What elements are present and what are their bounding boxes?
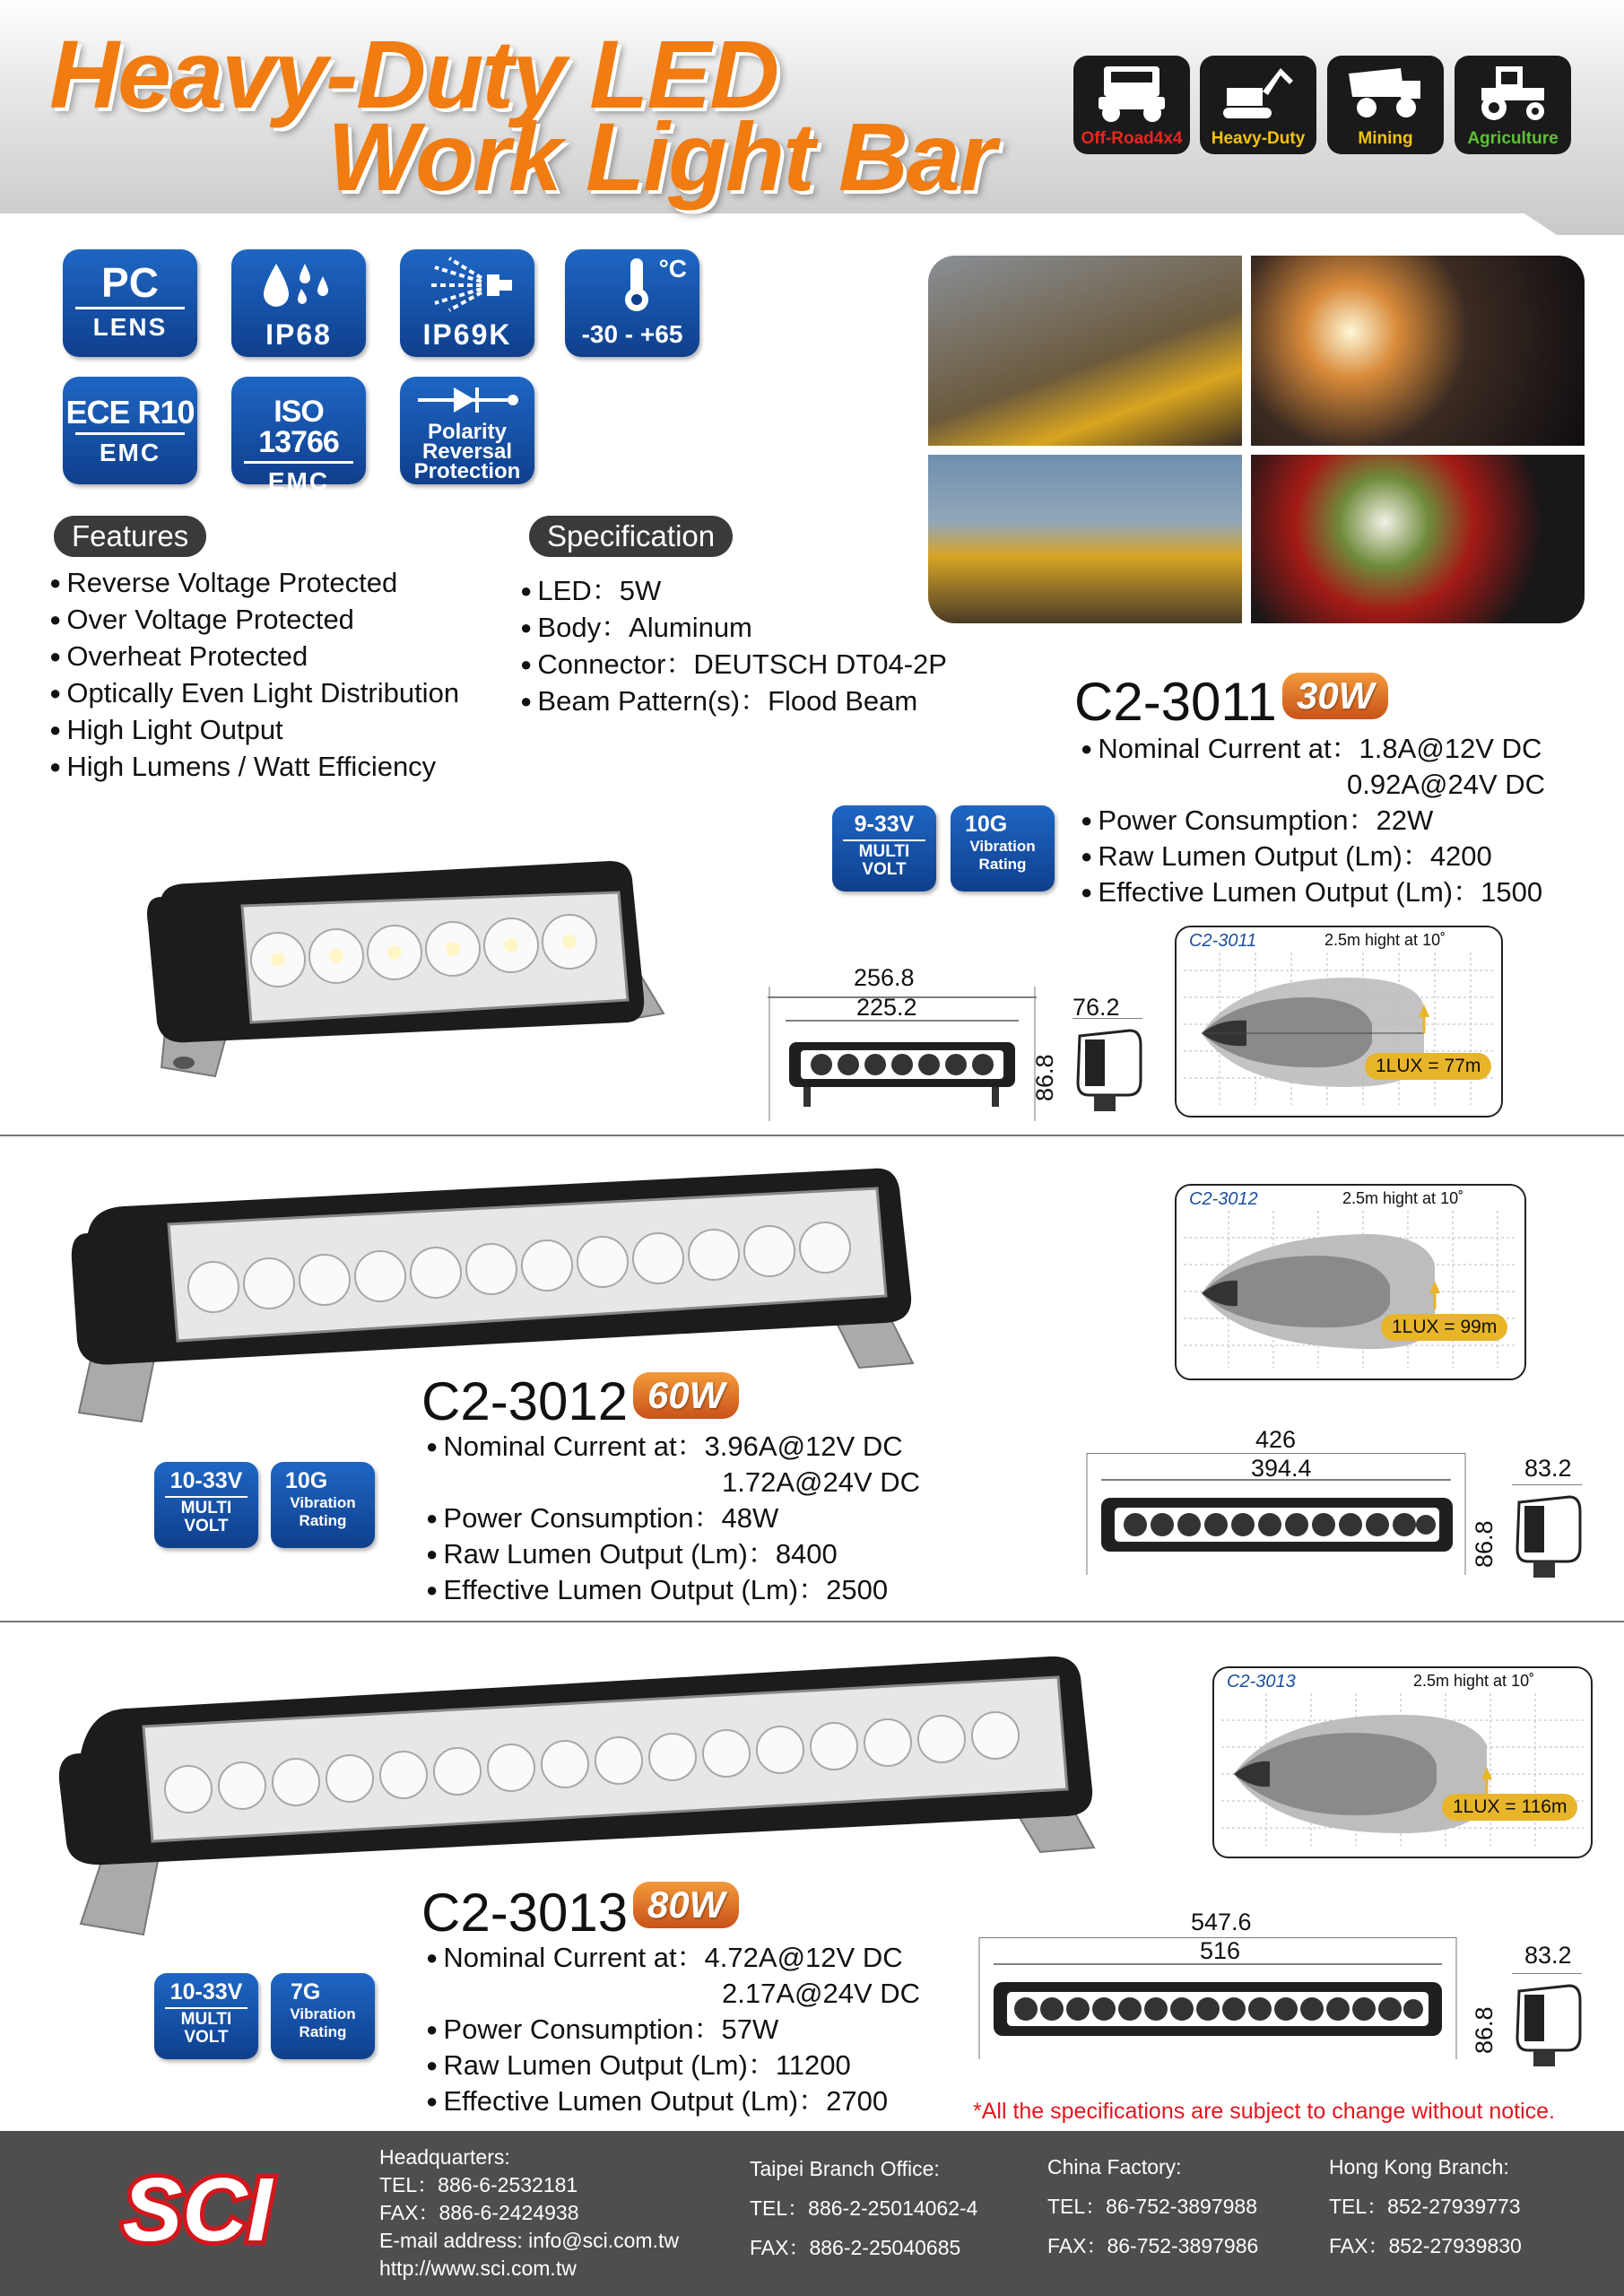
badge-vibration — [951, 805, 1055, 891]
volt-label-1: MULTI — [858, 842, 910, 861]
volt-label-2: VOLT — [184, 2028, 229, 2047]
vibration-label-1: Vibration — [969, 838, 1036, 855]
dump-truck-icon — [1345, 61, 1426, 126]
badge-ece-emc: EMC — [99, 439, 161, 466]
product-specs-c2-3013 — [426, 1940, 920, 2119]
vibration-label-2: Rating — [299, 1512, 347, 1529]
spec-current-24: 1.72A@24V DC — [722, 1466, 921, 1498]
product-model-c2-3011: C2-3011 — [1074, 672, 1277, 732]
spec-power: ● Power Consumption：48W — [426, 1500, 920, 1536]
spec-effective-lumen: ● Effective Lumen Output (Lm)：2500 — [426, 1572, 920, 1608]
excavator-icon — [1218, 61, 1298, 126]
badge-polarity-line1: Polarity — [427, 420, 508, 444]
photo-mining-truck — [928, 256, 1242, 446]
spec-current: ● Nominal Current at：4.72A@12V DC — [426, 1940, 920, 1976]
badge-ece-r10 — [63, 377, 197, 484]
beam-pattern-c2-3011 — [1175, 926, 1503, 1118]
photo-tractor-night — [1251, 455, 1585, 623]
water-jet-icon — [413, 255, 521, 314]
volt-label-2: VOLT — [184, 1517, 229, 1535]
badge-multi-volt — [154, 1462, 258, 1548]
beam-pattern-c2-3013 — [1212, 1666, 1593, 1858]
spec-item: ● LED：5W — [520, 572, 947, 609]
spec-current: ● Nominal Current at：3.96A@12V DC — [426, 1429, 920, 1465]
dim-height: 86.8 — [1031, 1054, 1058, 1101]
side-view-c2-3012 — [1507, 1484, 1587, 1583]
hongkong-fax: FAX：852-27939830 — [1329, 2234, 1522, 2257]
vibration-label-2: Rating — [299, 2023, 347, 2040]
volt-range: 9-33V — [854, 812, 915, 837]
app-label-offroad: Off-Road4x4 — [1081, 129, 1183, 148]
app-heavyduty — [1200, 56, 1316, 154]
water-drops-icon — [249, 255, 348, 314]
hongkong-title: Hong Kong Branch: — [1329, 2155, 1509, 2179]
badge-lens-text: LENS — [92, 313, 168, 341]
dim-mount-length: 225.2 — [856, 994, 917, 1021]
vibration-rating: 10G — [285, 1468, 328, 1493]
dim-depth: 76.2 — [1073, 994, 1120, 1021]
beam-model-label: C2-3011 — [1189, 931, 1257, 951]
sci-logo-text: SCI — [122, 2161, 273, 2260]
section-divider — [0, 1621, 1624, 1622]
product-specs-c2-3012 — [426, 1429, 920, 1608]
features-list — [49, 564, 459, 785]
page-title-line1: Heavy-Duty LED — [49, 20, 778, 128]
badge-temp-range: -30 - +65 — [581, 320, 683, 348]
badge-ip68 — [231, 249, 366, 357]
beam-model-label: C2-3012 — [1189, 1189, 1258, 1209]
section-divider — [0, 1135, 1624, 1136]
vibration-rating: 10G — [965, 812, 1008, 837]
app-offroad — [1073, 56, 1190, 154]
dim-overall-length: 256.8 — [854, 964, 915, 991]
badge-pc-lens — [63, 249, 197, 357]
badge-temp-unit: °C — [658, 255, 687, 283]
taipei-fax: FAX：886-2-25040685 — [750, 2236, 961, 2259]
dim-depth: 83.2 — [1524, 1455, 1572, 1482]
badge-polarity — [400, 377, 534, 484]
spec-effective-lumen: ● Effective Lumen Output (Lm)：2700 — [426, 2083, 920, 2119]
product-watt-badge: 80W — [633, 1882, 739, 1928]
footer-china — [1047, 2147, 1258, 2266]
side-view-c2-3013 — [1507, 1973, 1587, 2072]
dim-overall-length: 426 — [1255, 1426, 1297, 1453]
jeep-icon — [1091, 61, 1172, 126]
badge-vibration — [271, 1973, 375, 2059]
product-model-c2-3013: C2-3013 — [421, 1883, 629, 1943]
beam-height-note: 2.5m hight at 10˚ — [1342, 1189, 1464, 1207]
badge-ip68-text: IP68 — [265, 318, 332, 351]
spec-raw-lumen: ● Raw Lumen Output (Lm)：4200 — [1081, 839, 1545, 874]
beam-height-note: 2.5m hight at 10˚ — [1413, 1672, 1535, 1690]
footer-hongkong — [1329, 2147, 1522, 2266]
hq-website-link[interactable]: http://www.sci.com.tw — [379, 2257, 577, 2280]
feature-item: ● High Light Output — [49, 711, 459, 748]
side-view-c2-3011 — [1067, 1018, 1148, 1117]
china-tel: TEL：86-752-3897988 — [1047, 2195, 1257, 2218]
feature-item: ● Optically Even Light Distribution — [49, 674, 459, 711]
feature-item: ● Overheat Protected — [49, 638, 459, 674]
dim-height: 86.8 — [1471, 1520, 1498, 1568]
product-image-c2-3011 — [108, 843, 699, 1094]
badge-ip69k — [400, 249, 534, 357]
feature-item: ● Reverse Voltage Protected — [49, 564, 459, 601]
page-title-line2: Work Light Bar — [327, 102, 995, 211]
spec-raw-lumen: ● Raw Lumen Output (Lm)：8400 — [426, 1536, 920, 1572]
spec-power: ● Power Consumption：57W — [426, 2012, 920, 2048]
badge-pc-text: PC — [101, 259, 159, 306]
hq-title: Headquarters: — [379, 2145, 510, 2169]
china-fax: FAX：86-752-3897986 — [1047, 2234, 1259, 2257]
beam-lux-distance: 1LUX = 77m — [1365, 1053, 1491, 1080]
dim-depth: 83.2 — [1524, 1942, 1572, 1969]
footer-headquarters — [379, 2144, 679, 2283]
beam-pattern-c2-3012 — [1175, 1184, 1526, 1380]
vibration-rating: 7G — [291, 1979, 321, 2005]
footer-taipei — [750, 2149, 977, 2267]
spec-current-24: 2.17A@24V DC — [722, 1978, 921, 2009]
beam-grid — [1184, 952, 1494, 1109]
beam-grid — [1184, 1211, 1517, 1372]
taipei-title: Taipei Branch Office: — [750, 2157, 940, 2180]
spec-power: ● Power Consumption：22W — [1081, 803, 1545, 839]
photo-dump-truck — [928, 455, 1242, 623]
spec-current: ● Nominal Current at：1.8A@12V DC — [1081, 731, 1545, 767]
product-watt-badge: 60W — [633, 1372, 739, 1419]
badge-temperature — [565, 249, 699, 357]
features-heading: Features — [54, 516, 206, 557]
disclaimer-notice: *All the specifications are subject to change without notice. — [973, 2099, 1555, 2124]
photo-excavator-night — [1251, 256, 1585, 446]
app-label-agriculture: Agriculture — [1467, 129, 1559, 148]
app-mining — [1327, 56, 1444, 154]
footer — [0, 2131, 1624, 2296]
app-label-mining: Mining — [1358, 129, 1413, 148]
volt-label-1: MULTI — [180, 1499, 232, 1518]
product-specs-c2-3011 — [1081, 731, 1545, 910]
dim-mount-length: 516 — [1200, 1937, 1241, 1964]
taipei-tel: TEL：886-2-25014062-4 — [750, 2196, 978, 2220]
badge-iso-text: ISO 13766 — [258, 395, 339, 459]
badge-multi-volt — [832, 805, 936, 891]
badge-vibration — [271, 1462, 375, 1548]
volt-label-1: MULTI — [180, 2010, 232, 2029]
sci-logo-icon — [90, 2161, 305, 2260]
dim-height: 86.8 — [1471, 2006, 1498, 2054]
photo-collage — [928, 256, 1585, 623]
app-agriculture — [1455, 56, 1571, 154]
volt-range: 10-33V — [169, 1468, 243, 1493]
volt-label-2: VOLT — [862, 860, 907, 879]
beam-lux-distance: 1LUX = 116m — [1442, 1794, 1577, 1821]
specification-list — [520, 572, 947, 719]
tractor-icon — [1472, 61, 1553, 126]
badge-iso-emc: EMC — [267, 467, 330, 495]
beam-model-label: C2-3013 — [1227, 1672, 1296, 1692]
feature-item: ● High Lumens / Watt Efficiency — [49, 748, 459, 785]
vibration-label-1: Vibration — [290, 2005, 356, 2022]
hq-email-link[interactable]: E-mail address: info@sci.com.tw — [379, 2229, 679, 2252]
feature-item: ● Over Voltage Protected — [49, 601, 459, 638]
hongkong-tel: TEL：852-27939773 — [1329, 2195, 1521, 2218]
product-watt-badge: 30W — [1282, 673, 1388, 719]
spec-current-24: 0.92A@24V DC — [1347, 769, 1546, 800]
hq-tel: TEL：886-6-2532181 — [379, 2173, 578, 2196]
beam-lux-distance: 1LUX = 99m — [1381, 1314, 1507, 1341]
beam-grid — [1221, 1693, 1584, 1850]
volt-range: 10-33V — [169, 1979, 243, 2005]
badge-polarity-line3: Protection — [413, 459, 521, 483]
vibration-label-1: Vibration — [290, 1494, 356, 1511]
badge-iso-13766 — [231, 377, 366, 495]
spec-effective-lumen: ● Effective Lumen Output (Lm)：1500 — [1081, 874, 1545, 910]
app-label-heavyduty: Heavy-Duty — [1211, 129, 1306, 148]
spec-item: ● Body：Aluminum — [520, 609, 947, 646]
dim-mount-length: 394.4 — [1251, 1455, 1312, 1482]
beam-height-note: 2.5m hight at 10˚ — [1324, 931, 1446, 949]
badge-ece-text: ECE R10 — [65, 394, 195, 430]
specification-heading: Specification — [529, 516, 733, 557]
china-title: China Factory: — [1047, 2155, 1182, 2179]
badge-multi-volt — [154, 1973, 258, 2059]
diode-icon — [409, 382, 525, 418]
spec-item: ● Connector：DEUTSCH DT04-2P — [520, 646, 947, 683]
spec-item: ● Beam Pattern(s)：Flood Beam — [520, 683, 947, 719]
spec-raw-lumen: ● Raw Lumen Output (Lm)：11200 — [426, 2048, 920, 2083]
hq-fax: FAX：886-6-2424938 — [379, 2201, 579, 2224]
badge-ip69k-text: IP69K — [422, 318, 512, 351]
vibration-label-2: Rating — [978, 856, 1027, 873]
product-model-c2-3012: C2-3012 — [421, 1371, 629, 1431]
badge-polarity-line2: Reversal — [421, 439, 513, 464]
dim-overall-length: 547.6 — [1191, 1909, 1252, 1935]
